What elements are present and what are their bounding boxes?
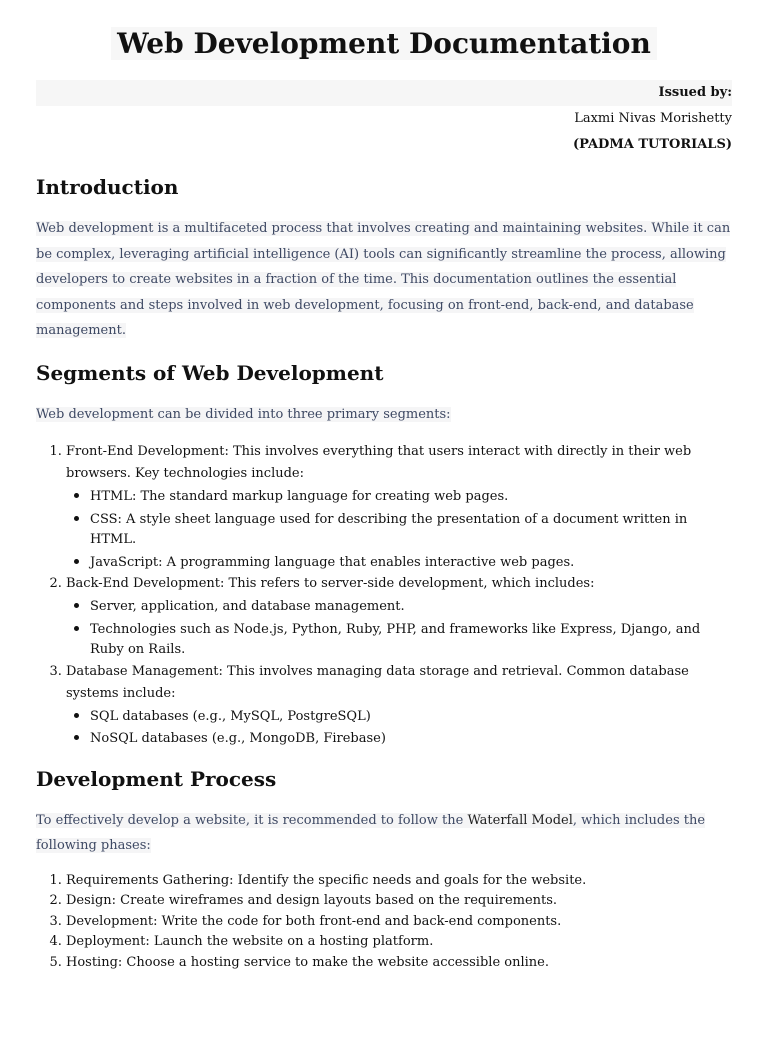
segment-term: Database Management: [66, 663, 219, 679]
list-item: 4. Deployment: Launch the website on a hosting platform.: [66, 932, 732, 953]
segment-desc: : This involves managing data storage and retrieval. Common database systems include:: [66, 663, 689, 701]
list-item: 1. Requirements Gathering: Identify the specific needs and goals for the website.: [66, 871, 732, 892]
sub-list: [66, 485, 732, 573]
list-item: • Technologies such as Node.js, Python, Ruby, PHP, and frameworks like Express, Django, and Ruby on Rails.: [90, 618, 732, 661]
sub-list: [66, 705, 732, 750]
issuer-name: Laxmi Nivas Morishetty: [574, 111, 732, 126]
list-item: • Server, application, and database management.: [90, 595, 732, 618]
list-item: • SQL databases (e.g., MySQL, PostgreSQL): [90, 705, 732, 728]
list-item: [66, 441, 732, 573]
segments-list: [36, 441, 732, 750]
waterfall-model-term: Waterfall Model: [467, 812, 573, 828]
list-item: [66, 573, 732, 661]
segment-term: Front-End Development: [66, 444, 225, 459]
introduction-paragraph: Web development is a multifaceted process that involves creating and maintaining websites. While it can be complex, leveraging artificial intelligence (AI) tools can significantly streamline the process, allowing developers to create websites in a fraction of the time. This documentation outlines the essential components and steps involved in web development, focusing on front-end, back-end, and database management.: [36, 221, 731, 338]
process-intro: To effectively develop a website, it is recommended to follow the Waterfall Model, which includes the following phases:: [36, 812, 706, 853]
list-item: • CSS: A style sheet language used for describing the presentation of a document written in HTML.: [90, 508, 732, 551]
segments-intro: Web development can be divided into three primary segments:: [36, 406, 451, 422]
list-item: 3. Development: Write the code for both front-end and back-end components.: [66, 912, 732, 933]
issued-label: Issued by:: [36, 80, 732, 106]
sub-list: [66, 595, 732, 661]
segment-desc: : This refers to server-side development, which includes:: [220, 576, 595, 591]
list-item: [66, 661, 732, 750]
process-heading: Development Process: [36, 766, 277, 791]
list-item: • NoSQL databases (e.g., MongoDB, Firebase): [90, 727, 732, 750]
issuer-organization: (PADMA TUTORIALS): [572, 137, 732, 152]
segment-term: Back-End Development: [66, 576, 221, 591]
introduction-heading: Introduction: [36, 175, 179, 199]
list-item: • JavaScript: A programming language that enables interactive web pages.: [90, 551, 732, 574]
list-item: • HTML: The standard markup language for creating web pages.: [90, 485, 732, 508]
list-item: 2. Design: Create wireframes and design layouts based on the requirements.: [66, 891, 732, 912]
document-page: [0, 24, 768, 1048]
list-item: 5. Hosting: Choose a hosting service to make the website accessible online.: [66, 953, 732, 974]
segments-heading: Segments of Web Development: [36, 360, 384, 385]
issued-block: [36, 80, 732, 158]
document-title: Web Development Documentation: [36, 24, 732, 64]
phases-list: [36, 871, 732, 974]
segment-desc: : This involves everything that users interact with directly in their web browsers. Key technologies include:: [66, 444, 692, 481]
